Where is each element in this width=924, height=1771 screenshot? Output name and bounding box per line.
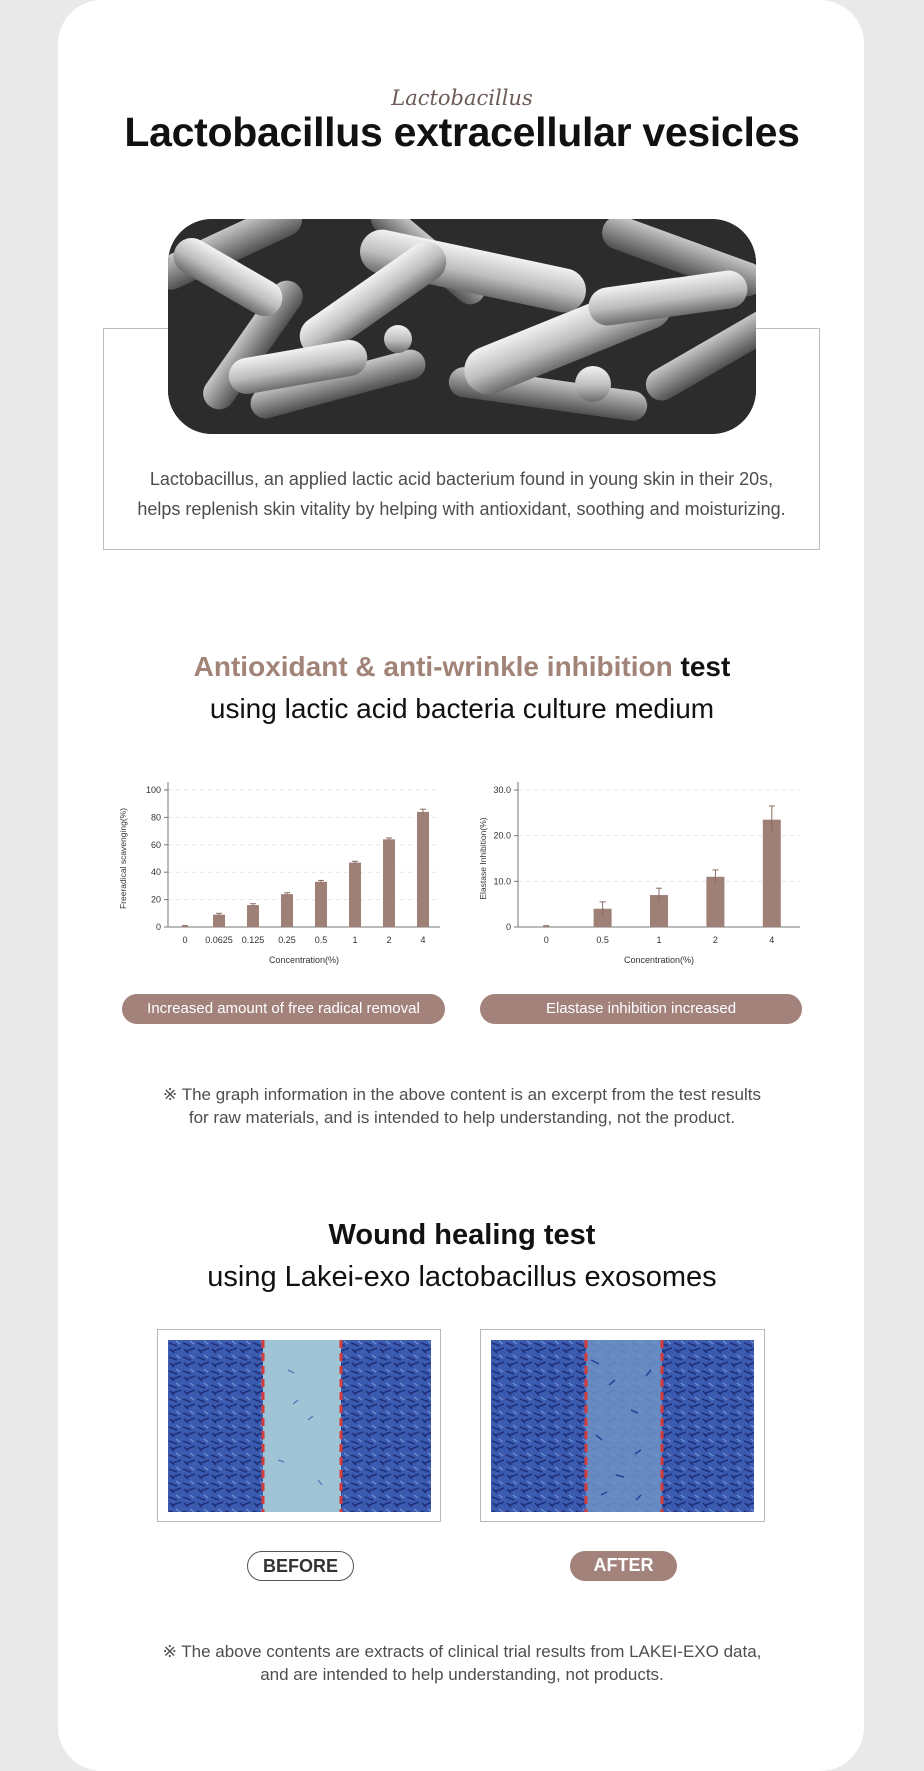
clinical-disclaimer-line-2: and are intended to help understanding, not products. bbox=[260, 1665, 664, 1684]
bar bbox=[417, 812, 429, 927]
bar bbox=[763, 820, 781, 927]
y-tick-label: 100 bbox=[145, 785, 161, 795]
y-tick-label: 40 bbox=[150, 867, 161, 878]
test-title-rest: test bbox=[672, 651, 731, 682]
y-tick-label: 20.0 bbox=[493, 830, 511, 841]
x-tick-label: 4 bbox=[769, 935, 775, 945]
x-axis-label: Concentration(%) bbox=[623, 955, 695, 965]
x-tick-label: 0.5 bbox=[314, 935, 328, 945]
clinical-disclaimer bbox=[0, 1640, 924, 1686]
intro-description bbox=[103, 464, 820, 524]
x-tick-label: 0.25 bbox=[278, 935, 296, 945]
before-cell-image bbox=[168, 1340, 431, 1512]
x-tick-label: 0.5 bbox=[596, 935, 609, 945]
test-title-accent: Antioxidant & anti-wrinkle inhibition bbox=[193, 651, 673, 682]
x-tick-label: 0 bbox=[543, 935, 549, 945]
y-tick-label: 80 bbox=[150, 812, 161, 823]
x-axis-label: Concentration(%) bbox=[268, 955, 340, 965]
bar bbox=[349, 863, 361, 927]
y-tick-label: 20 bbox=[150, 894, 161, 905]
graph-disclaimer-line-1: ※ The graph information in the above content is an excerpt from the test results bbox=[163, 1085, 761, 1104]
after-wound-illustration bbox=[491, 1340, 754, 1512]
clinical-disclaimer-line-1: ※ The above contents are extracts of clinical trial results from LAKEI-EXO data, bbox=[162, 1642, 762, 1661]
free-radical-chart bbox=[118, 780, 448, 970]
x-tick-label: 0.125 bbox=[241, 935, 265, 945]
after-cell-image bbox=[491, 1340, 754, 1512]
graph-disclaimer-line-2: for raw materials, and is intended to help understanding, not the product. bbox=[188, 1108, 736, 1127]
x-tick-label: 2 bbox=[712, 935, 718, 945]
intro-line-2: helps replenish skin vitality by helping with antioxidant, soothing and moisturizing. bbox=[137, 499, 786, 519]
before-image-frame bbox=[157, 1329, 441, 1522]
bar bbox=[247, 905, 259, 927]
y-tick-label: 0 bbox=[155, 922, 161, 932]
y-tick-label: 60 bbox=[150, 839, 161, 850]
bar bbox=[213, 915, 225, 927]
y-tick-label: 10.0 bbox=[493, 876, 511, 887]
bar bbox=[315, 882, 327, 927]
free-radical-caption-pill: Increased amount of free radical removal bbox=[122, 994, 445, 1024]
y-axis-label: Freeradical scavenging(%) bbox=[118, 807, 128, 910]
x-tick-label: 0.0625 bbox=[205, 935, 233, 945]
y-tick-label: 30.0 bbox=[493, 785, 511, 795]
x-tick-label: 1 bbox=[352, 935, 358, 945]
x-tick-label: 4 bbox=[420, 935, 426, 945]
elastase-chart bbox=[478, 780, 808, 970]
test-section-title bbox=[0, 646, 924, 730]
y-tick-label: 0 bbox=[505, 922, 511, 932]
test-subtitle: using lactic acid bacteria culture medium bbox=[209, 693, 715, 724]
script-logo-text: Lactobacillus bbox=[391, 86, 533, 110]
after-label: AFTER bbox=[570, 1551, 677, 1581]
wound-title: Wound healing test bbox=[328, 1219, 596, 1251]
elastase-caption-pill: Elastase inhibition increased bbox=[480, 994, 802, 1024]
wound-subtitle: using Lakei-exo lactobacillus exosomes bbox=[207, 1261, 717, 1293]
page-title: Lactobacillus extracellular vesicles bbox=[124, 109, 800, 155]
wound-section-title bbox=[0, 1214, 924, 1298]
bar bbox=[383, 839, 395, 927]
x-tick-label: 2 bbox=[386, 935, 392, 945]
graph-disclaimer bbox=[0, 1083, 924, 1129]
bar bbox=[281, 894, 293, 927]
y-axis-label: Elastase Inhibition(%) bbox=[478, 817, 488, 900]
bar bbox=[706, 877, 724, 927]
bacteria-illustration bbox=[168, 219, 756, 434]
x-tick-label: 1 bbox=[656, 935, 662, 945]
after-image-frame bbox=[480, 1329, 765, 1522]
intro-line-1: Lactobacillus, an applied lactic acid bacterium found in young skin in their 20s, bbox=[149, 469, 774, 489]
bacteria-photo bbox=[168, 219, 756, 434]
x-tick-label: 0 bbox=[182, 935, 188, 945]
before-wound-illustration bbox=[168, 1340, 431, 1512]
before-label: BEFORE bbox=[247, 1551, 354, 1581]
